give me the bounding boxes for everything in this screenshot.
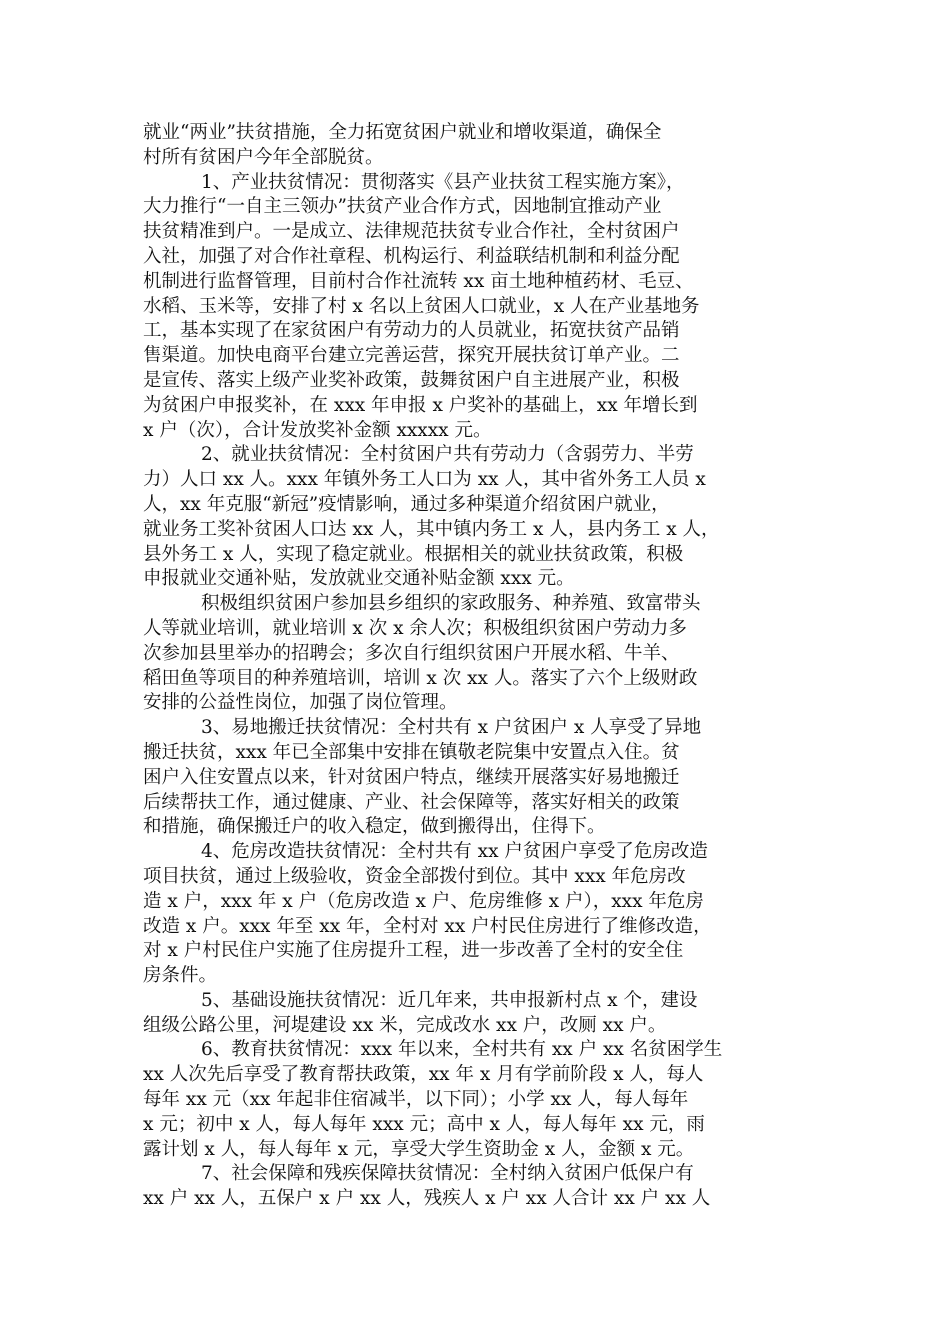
text-line: xx 人次先后享受了教育帮扶政策，xx 年 x 月有学前阶段 x 人，每人 — [143, 1064, 704, 1086]
text-line: 改造 x 户。xxx 年至 xx 年，全村对 xx 户村民住房进行了维修改造， — [143, 915, 712, 937]
text-line: 力）人口 xx 人。xxx 年镇外务工人口为 xx 人，其中省外务工人员 x — [143, 469, 706, 491]
text-line: 大力推行“一自主三领办”扶贫产业合作方式，因地制宜推动产业 — [143, 196, 662, 218]
text-line: 7、社会保障和残疾保障扶贫情况：全村纳入贫困户低保户有 — [201, 1163, 694, 1185]
text-line: 工，基本实现了在家贫困户有劳动力的人员就业，拓宽扶贫产品销 — [143, 320, 680, 342]
text-line: 搬迁扶贫，xxx 年已全部集中安排在镇敬老院集中安置点入住。贫 — [143, 741, 680, 763]
text-line: 扶贫精准到户。一是成立、法律规范扶贫专业合作社，全村贫困户 — [143, 221, 680, 243]
text-line: x 元；初中 x 人，每人每年 xxx 元；高中 x 人，每人每年 xx 元，雨 — [143, 1113, 705, 1135]
text-line: 房条件。 — [143, 965, 218, 987]
text-line: 6、教育扶贫情况：xxx 年以来，全村共有 xx 户 xx 名贫困学生 — [201, 1039, 723, 1061]
text-line: 申报就业交通补贴，发放就业交通补贴金额 xxx 元。 — [143, 568, 575, 590]
text-line: 和措施，确保搬迁户的收入稳定，做到搬得出，住得下。 — [143, 816, 606, 838]
text-line: 人等就业培训，就业培训 x 次 x 余人次；积极组织贫困户劳动力多 — [143, 617, 687, 639]
text-line: 1、产业扶贫情况：贯彻落实《县产业扶贫工程实施方案》， — [201, 171, 685, 193]
text-line: 人，xx 年克服“新冠”疫情影响，通过多种渠道介绍贫困户就业， — [143, 493, 670, 515]
text-line: 积极组织贫困户参加县乡组织的家政服务、种养殖、致富带头 — [201, 593, 701, 615]
text-line: 5、基础设施扶贫情况：近几年来，共申报新村点 x 个，建设 — [201, 989, 698, 1011]
document-body — [143, 121, 813, 1212]
text-line: 就业“两业”扶贫措施，全力拓宽贫困户就业和增收渠道，确保全 — [143, 122, 662, 143]
text-line: 露计划 x 人，每人每年 x 元，享受大学生资助金 x 人，金额 x 元。 — [143, 1138, 695, 1160]
text-line: 为贫困户申报奖补，在 xxx 年申报 x 户奖补的基础上，xx 年增长到 — [143, 394, 698, 416]
text-line: 困户入住安置点以来，针对贫困户特点，继续开展落实好易地搬迁 — [143, 766, 680, 788]
text-line: 对 x 户村民住户实施了住房提升工程，进一步改善了全村的安全住 — [143, 940, 684, 962]
text-line: 机制进行监督管理，目前村合作社流转 xx 亩土地种植药材、毛豆、 — [143, 270, 694, 292]
text-line: 2、就业扶贫情况：全村贫困户共有劳动力（含弱劳力、半劳 — [201, 444, 694, 466]
text-line: 村所有贫困户今年全部脱贫。 — [143, 146, 384, 168]
text-line: 后续帮扶工作，通过健康、产业、社会保障等，落实好相关的政策 — [143, 791, 680, 813]
text-line: 稻田鱼等项目的种养殖培训，培训 x 次 xx 人。落实了六个上级财政 — [143, 667, 698, 689]
text-line: 3、易地搬迁扶贫情况：全村共有 x 户贫困户 x 人享受了异地 — [201, 717, 702, 739]
text-line: 次参加县里举办的招聘会；多次自行组织贫困户开展水稻、牛羊、 — [143, 642, 680, 664]
text-line: 售渠道。加快电商平台建立完善运营，探究开展扶贫订单产业。二 — [143, 345, 680, 367]
text-line: 是宣传、落实上级产业奖补政策，鼓舞贫困户自主进展产业，积极 — [143, 369, 680, 391]
text-line: 安排的公益性岗位，加强了岗位管理。 — [143, 692, 458, 714]
text-line: 组级公路公里，河堤建设 xx 米，完成改水 xx 户，改厕 xx 户。 — [143, 1014, 667, 1036]
text-line: 水稻、玉米等，安排了村 x 名以上贫困人口就业，x 人在产业基地务 — [143, 295, 700, 317]
text-line: 4、危房改造扶贫情况：全村共有 xx 户贫困户享受了危房改造 — [201, 841, 708, 863]
text-line: 县外务工 x 人，实现了稳定就业。根据相关的就业扶贫政策，积极 — [143, 543, 684, 565]
text-line: 项目扶贫，通过上级验收，资金全部拨付到位。其中 xxx 年危房改 — [143, 865, 686, 887]
text-line: 造 x 户，xxx 年 x 户（危房改造 x 户、危房维修 x 户），xxx 年危房 — [143, 890, 704, 912]
text-line: 就业务工奖补贫困人口达 xx 人，其中镇内务工 x 人，县内务工 x 人， — [143, 518, 720, 540]
text-line: 入社，加强了对合作社章程、机构运行、利益联结机制和利益分配 — [143, 245, 680, 267]
text-line: xx 户 xx 人，五保户 x 户 xx 人，残疾人 x 户 xx 人合计 xx 户 xx 人 — [143, 1188, 711, 1210]
text-line: 每年 xx 元（xx 年起非住宿减半，以下同）；小学 xx 人，每人每年 — [143, 1089, 689, 1111]
text-line: x 户（次），合计发放奖补金额 xxxxx 元。 — [143, 419, 492, 441]
